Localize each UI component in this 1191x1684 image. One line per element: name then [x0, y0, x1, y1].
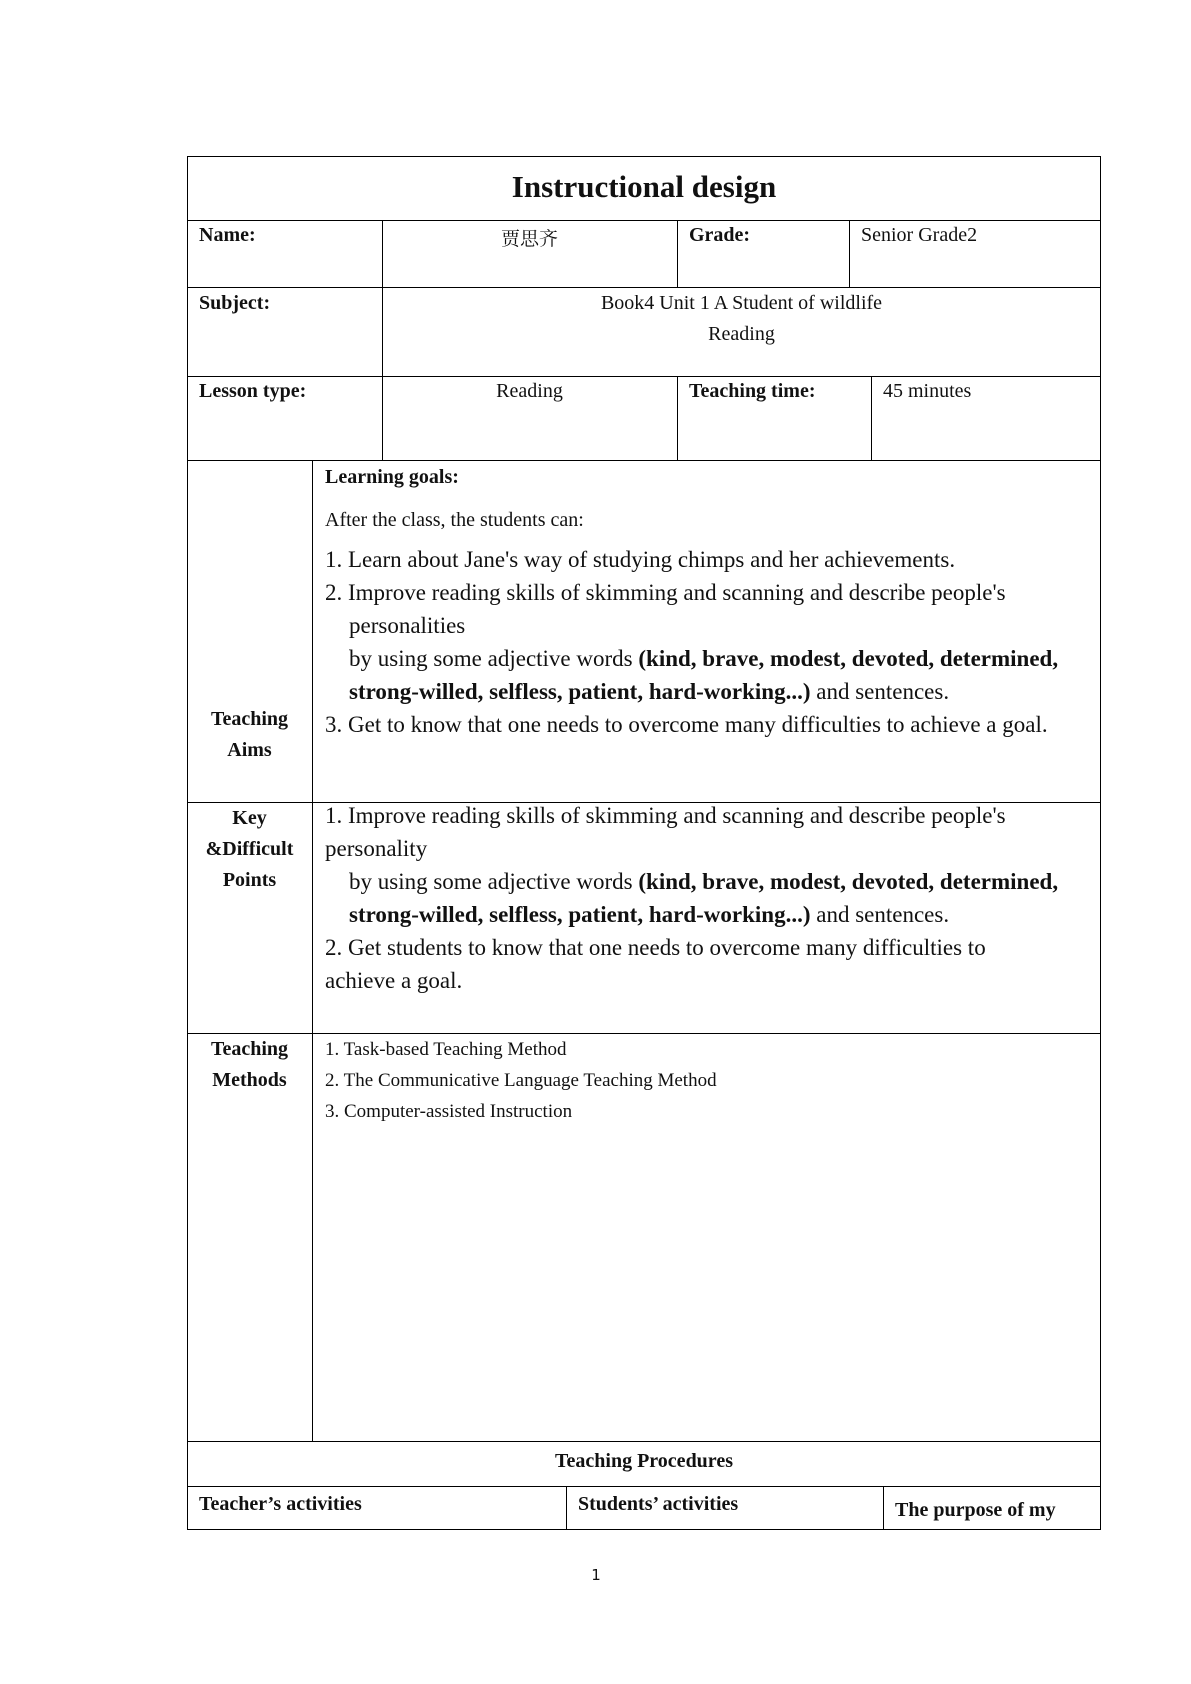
- key-line-3-text: by using some adjective words: [349, 869, 639, 894]
- page-title: Instructional design: [511, 169, 777, 204]
- rule-lesson-col3: [871, 376, 872, 460]
- aims-item-2-line4-text: and sentences.: [810, 679, 950, 704]
- aims-item-2-line3: [349, 646, 1058, 672]
- key-line-2: personality: [325, 836, 428, 861]
- rule-methods-row: [187, 1441, 1101, 1442]
- aims-item-2-line3-text: by using some adjective words: [349, 646, 639, 671]
- lesson-type-value: Reading: [496, 380, 563, 402]
- teaching-time-label: Teaching time:: [689, 380, 816, 402]
- method-item-3: 3. Computer-assisted Instruction: [325, 1101, 573, 1122]
- aims-adjectives-part2: strong-willed, selfless, patient, hard-working...): [349, 679, 811, 704]
- rule-name-col2: [677, 220, 678, 287]
- rule-label-col: [312, 460, 313, 1441]
- key-line-1: 1. Improve reading skills of skimming and scanning and describe people's: [325, 803, 1006, 828]
- procedures-col-purpose: The purpose of my: [895, 1499, 1056, 1521]
- lesson-type-label: Lesson type:: [199, 380, 307, 402]
- aims-item-2-line2: personalities: [349, 613, 466, 638]
- aims-item-1: 1. Learn about Jane's way of studying chimps and her achievements.: [325, 547, 956, 572]
- grade-label: Grade:: [689, 224, 751, 246]
- rule-subject-row: [187, 376, 1101, 377]
- learning-goals-heading: Learning goals:: [325, 466, 459, 488]
- rule-proc-col3: [883, 1486, 884, 1530]
- rule-procedures-row: [187, 1486, 1101, 1487]
- rule-key-row: [187, 1033, 1101, 1034]
- page-number: 1: [591, 1566, 601, 1584]
- key-line-5: 2. Get students to know that one needs to overcome many difficulties to: [325, 935, 986, 960]
- aims-label-line1: Teaching: [210, 708, 289, 730]
- key-adjectives-part2: strong-willed, selfless, patient, hard-working...): [349, 902, 811, 927]
- key-line-3: [349, 869, 1058, 895]
- method-item-2: 2. The Communicative Language Teaching Method: [325, 1070, 717, 1091]
- subject-value-line1: Book4 Unit 1 A Student of wildlife: [600, 292, 883, 314]
- key-label-line1: Key: [232, 807, 267, 829]
- key-line-4-text: and sentences.: [810, 902, 950, 927]
- aims-item-2-line1: 2. Improve reading skills of skimming and scanning and describe people's: [325, 580, 1006, 605]
- key-line-6: achieve a goal.: [325, 968, 463, 993]
- methods-label-line2: Methods: [212, 1069, 287, 1091]
- aims-label-line2: Aims: [227, 739, 272, 761]
- rule-name-col3: [849, 220, 850, 287]
- key-adjectives-part1: (kind, brave, modest, devoted, determined,: [638, 869, 1059, 894]
- procedures-col-teacher: Teacher’s activities: [199, 1493, 362, 1515]
- procedures-col-students: Students’ activities: [578, 1493, 739, 1515]
- rule-lesson-row: [187, 460, 1101, 461]
- method-item-1: 1. Task-based Teaching Method: [325, 1039, 567, 1060]
- rule-lesson-col2: [677, 376, 678, 460]
- rule-name-row: [187, 287, 1101, 288]
- key-label-line3: Points: [222, 869, 277, 891]
- aims-item-3: 3. Get to know that one needs to overcome many difficulties to achieve a goal.: [325, 712, 1048, 737]
- name-label: Name:: [199, 224, 256, 246]
- aims-adjectives-part1: (kind, brave, modest, devoted, determined,: [638, 646, 1059, 671]
- grade-value: Senior Grade2: [861, 224, 978, 246]
- rule-proc-col2: [566, 1486, 567, 1530]
- teaching-time-value: 45 minutes: [883, 380, 972, 402]
- subject-label: Subject:: [199, 292, 271, 314]
- rule-title: [187, 220, 1101, 221]
- learning-goals-intro: After the class, the students can:: [325, 509, 584, 531]
- procedures-heading: Teaching Procedures: [555, 1450, 733, 1472]
- key-label-line2: &Difficult: [205, 838, 294, 860]
- methods-label-line1: Teaching: [210, 1038, 289, 1060]
- key-line-4: [349, 902, 949, 928]
- name-value: 贾思齐: [500, 228, 558, 250]
- subject-value-line2: Reading: [708, 323, 775, 345]
- aims-item-2-line4: [349, 679, 949, 705]
